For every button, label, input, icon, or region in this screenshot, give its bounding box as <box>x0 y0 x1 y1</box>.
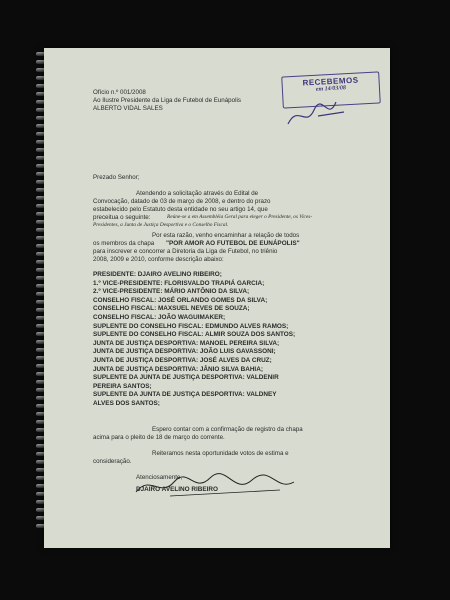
member-line: 1.º VICE-PRESIDENTE: FLORISVALDO TRAPIÁ GARCIA; <box>93 279 265 287</box>
recipient-name: ALBERTO VIDAL SALES <box>93 105 163 112</box>
oficio-number: Ofício n.º 001/2008 <box>93 89 146 96</box>
member-line: SUPLENTE DA JUNTA DE JUSTIÇA DESPORTIVA: VALDENIR <box>93 374 279 382</box>
body-line: preceitua o seguinte: <box>93 214 151 221</box>
body-line: 2008, 2009 e 2010, conforme descrição abaixo: <box>93 256 224 263</box>
member-line: JUNTA DE JUSTIÇA DESPORTIVA: JOÃO LUIS GAVASSONI; <box>93 348 276 356</box>
statute-quote: Presidentes, a Junta de Justiça Desportiva e o Conselho Fiscal. <box>93 222 229 228</box>
signer-signature <box>130 468 300 502</box>
member-line: SUPLENTE DA JUNTA DE JUSTIÇA DESPORTIVA: VALDNEY <box>93 391 277 399</box>
stamp-title: RECEBEMOS <box>302 75 359 88</box>
member-line: CONSELHO FISCAL: JOÃO WAGUIMAKER; <box>93 314 226 321</box>
body-line: estabelecido pelo Estatuto desta entidade no seu artigo 14, que <box>93 206 268 213</box>
body-line: os membros da chapa <box>93 240 155 247</box>
closing-line: Reiteramos nesta oportunidade votos de estima e <box>152 450 289 457</box>
greeting: Prezado Senhor; <box>93 174 140 181</box>
member-line: JUNTA DE JUSTIÇA DESPORTIVA: MANOEL PEREIRA SILVA; <box>93 339 280 347</box>
member-line: JUNTA DE JUSTIÇA DESPORTIVA: JÂNIO SILVA BAHIA; <box>93 365 263 373</box>
body-line: Por esta razão, venho encaminhar a relação de todos <box>152 232 300 239</box>
member-line: PEREIRA SANTOS; <box>93 382 152 390</box>
document-content <box>44 48 390 548</box>
body-line: Atendendo a solicitação através do Edital de <box>136 190 259 197</box>
signer-name: DJAIRO AVELINO RIBEIRO <box>136 486 219 493</box>
stamp-note: em 14/03/08 <box>315 85 347 93</box>
chapa-name: "POR AMOR AO FUTEBOL DE EUNÁPOLIS" <box>166 240 300 247</box>
statute-quote: Reúne-se a em Assembléia Geral para eleger o Presidente, os Vices- <box>167 214 313 220</box>
member-line: PRESIDENTE: DJAIRO AVELINO RIBEIRO; <box>93 271 222 278</box>
stamp-signature <box>284 94 354 134</box>
member-line: SUPLENTE DO CONSELHO FISCAL: EDMUNDO ALVES RAMOS; <box>93 322 289 330</box>
closing-line: Espero contar com a confirmação de registro da chapa <box>152 426 303 433</box>
recipient-line: Ao Ilustre Presidente da Liga de Futebol de Eunápolis <box>93 97 241 104</box>
closing-line: acima para o pleito de 18 de março do corrente. <box>93 434 225 441</box>
member-line: SUPLENTE DO CONSELHO FISCAL: ALMIR SOUZA DOS SANTOS; <box>93 331 296 339</box>
member-line: CONSELHO FISCAL: MAXSUEL NEVES DE SOUZA; <box>93 305 250 313</box>
member-line: ALVES DOS SANTOS; <box>93 400 160 407</box>
body-line: Convocação, datado de 03 de março de 2008, e dentro do prazo <box>93 198 271 205</box>
member-line: CONSELHO FISCAL: JOSÉ ORLANDO GOMES DA SILVA; <box>93 296 268 304</box>
closing-line: consideração. <box>93 458 132 465</box>
body-line: para inscrever e concorrer a Diretoria da Liga de Futebol, no triênio <box>93 248 278 255</box>
member-line: JUNTA DE JUSTIÇA DESPORTIVA: JOSÉ ALVES DA CRUZ; <box>93 357 272 364</box>
atenciosamente: Atenciosamente, <box>136 474 183 481</box>
member-line: 2.º VICE-PRESIDENTE: MÁRIO ANTÔNIO DA SILVA; <box>93 288 250 296</box>
